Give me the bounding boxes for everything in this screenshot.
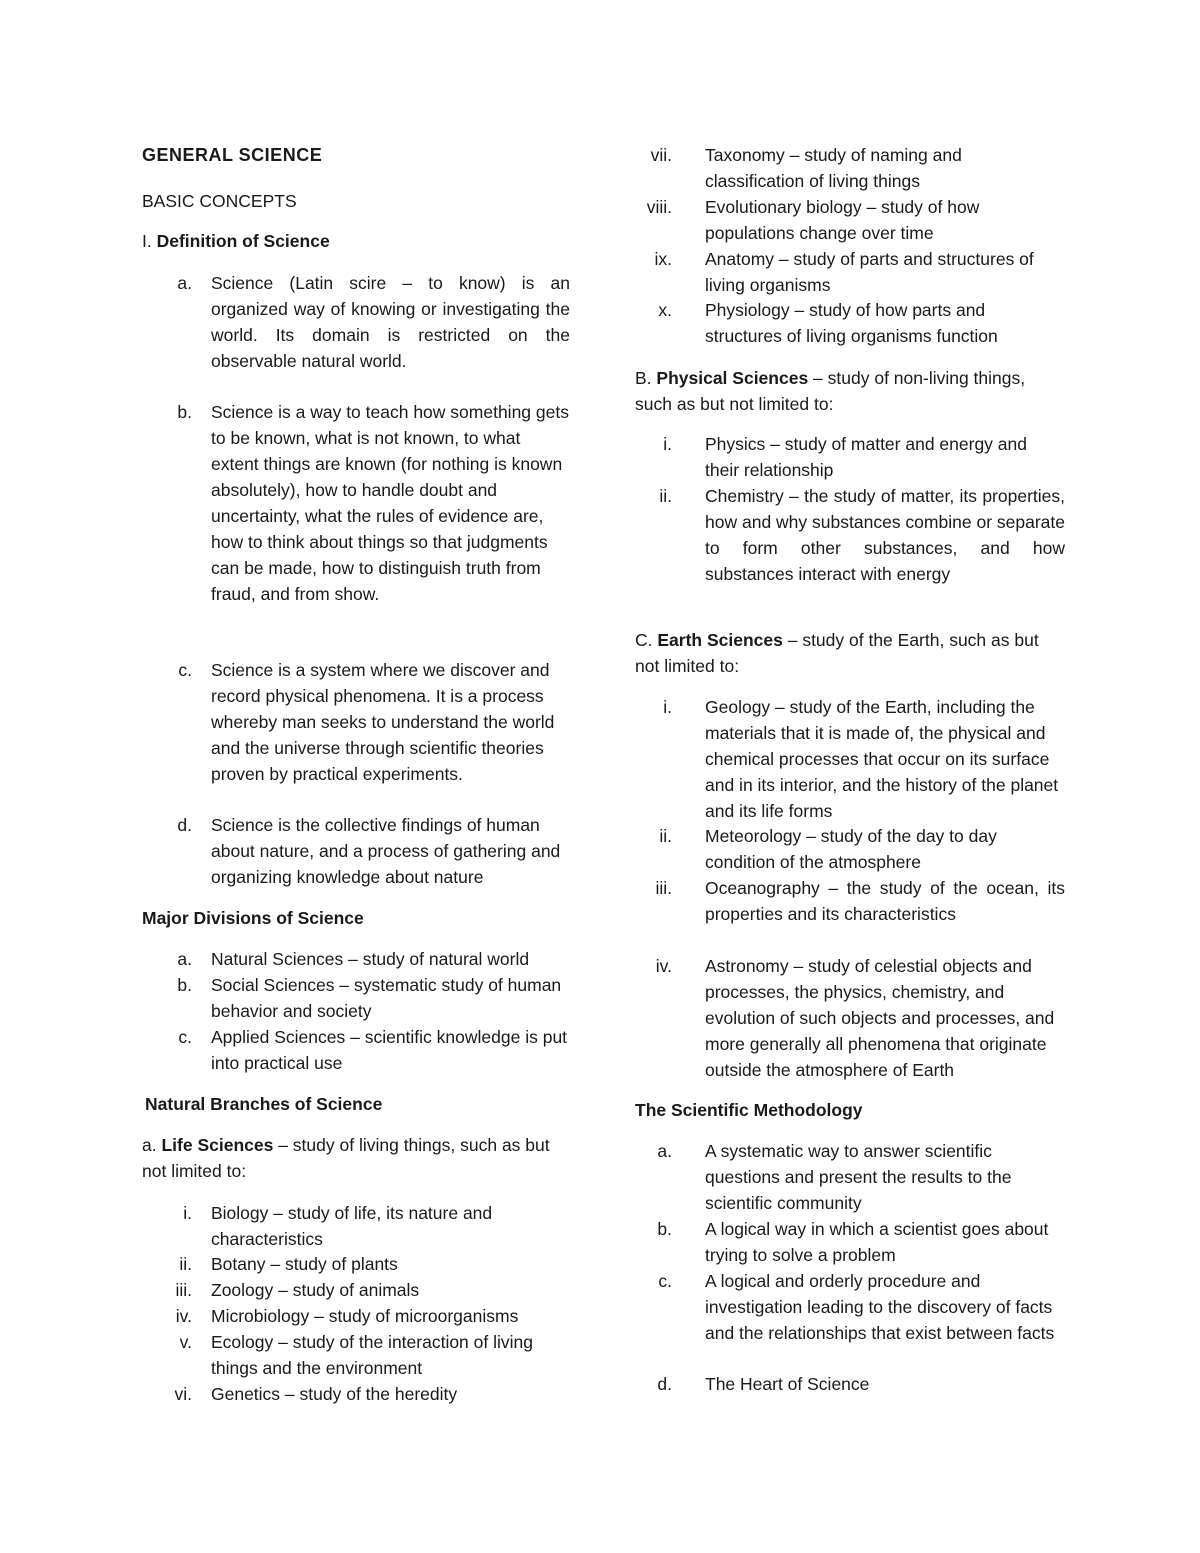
document-page: GENERAL SCIENCE BASIC CONCEPTS I. Definition of Science a. Science (Latin scire – to know) is an organized way of knowing or investigating the world. Its domain is restricted on the observable natural world. b. Science is a way to teach how something gets to be known, what is not known, to what extent things are known (for nothing is known absolutely), how to handle doubt and uncertainty, what the rules of evidence are, how to think about things so that judgments can be made, how to distinguish truth from fraud, and from show. c. Science is a system where we discover and record physical phenomena. It is a process whereby man seeks to understand the world and the universe through scientific theories proven by practical experiments. d. Science is the collective findings of human about nature, and a process of gathering and organizing knowledge about nature Major Divisions of Science a. Natural Sciences – study of natural world b. Social Sciences – systematic study of human behavior and society c. Applied Sciences – scientific knowledge is put into practical use Natural Branches of Science a. Life Sciences – study of living things, such as but not limited to: i. Biology – study of life, its nature and characteristics ii. Botany – study of plants iii. Zoology – study of animals iv. Microbiology – study of microorganisms v. Ecology – study of the interaction of living things and the environment vi. Genetics – study of the heredity vii. Taxonomy – study of naming and classification of living things viii. Evolutionary biology – study of how populations change over time ix. Anatomy – study of parts and structures of living organisms x. Physiology – study of how parts and structures of living organisms function B. Physical Sciences – study of non-living things, such as but not limited to: i. Physics – study of matter and energy and their relationship ii. Chemistry – the study of matter, its properties, how and why substances combine or separate to form other substances, and how substances interact with energy C. Earth Sciences – study of the Earth, such as but not limited to: i. Geology – study of the Earth, including the materials that it is made of, the physical and chemical processes that occur on its surface and in its interior, and the history of the planet and its life forms ii. Meteorology – study of the day to day condition of the atmosphere iii. Oceanography – the study of the ocean, its properties and its characteristics iv. Astronomy – study of celestial objects and processes, the physics, chemistry, and evolution of such objects and processes, and more generally all phenomena that originate outside the atmosphere of Earth The Scientific Methodology a. A systematic way to answer scientific questions and present the results to the scientific community b. A logical way in which a scientist goes about trying to solve a problem c. A logical and orderly procedure and investigation leading to the discovery of facts and the relationships that exist between facts d. The Heart of Science [0,0,1200,1553]
document-subtitle: BASIC CONCEPTS [142,191,297,211]
life-sciences-heading: a. Life Sciences – study of living things, such as but not limited to: [142,1135,550,1181]
physical-sciences-heading: B. Physical Sciences – study of non-living things, such as but not limited to: [635,368,1026,414]
branches-heading: Natural Branches of Science [145,1094,383,1114]
definition-heading: I. Definition of Science [142,231,330,251]
earth-sciences-heading: C. Earth Sciences – study of the Earth, such as but not limited to: [635,630,1039,676]
document-title: GENERAL SCIENCE [142,145,323,165]
divisions-heading: Major Divisions of Science [142,908,364,928]
methodology-heading: The Scientific Methodology [635,1100,863,1120]
